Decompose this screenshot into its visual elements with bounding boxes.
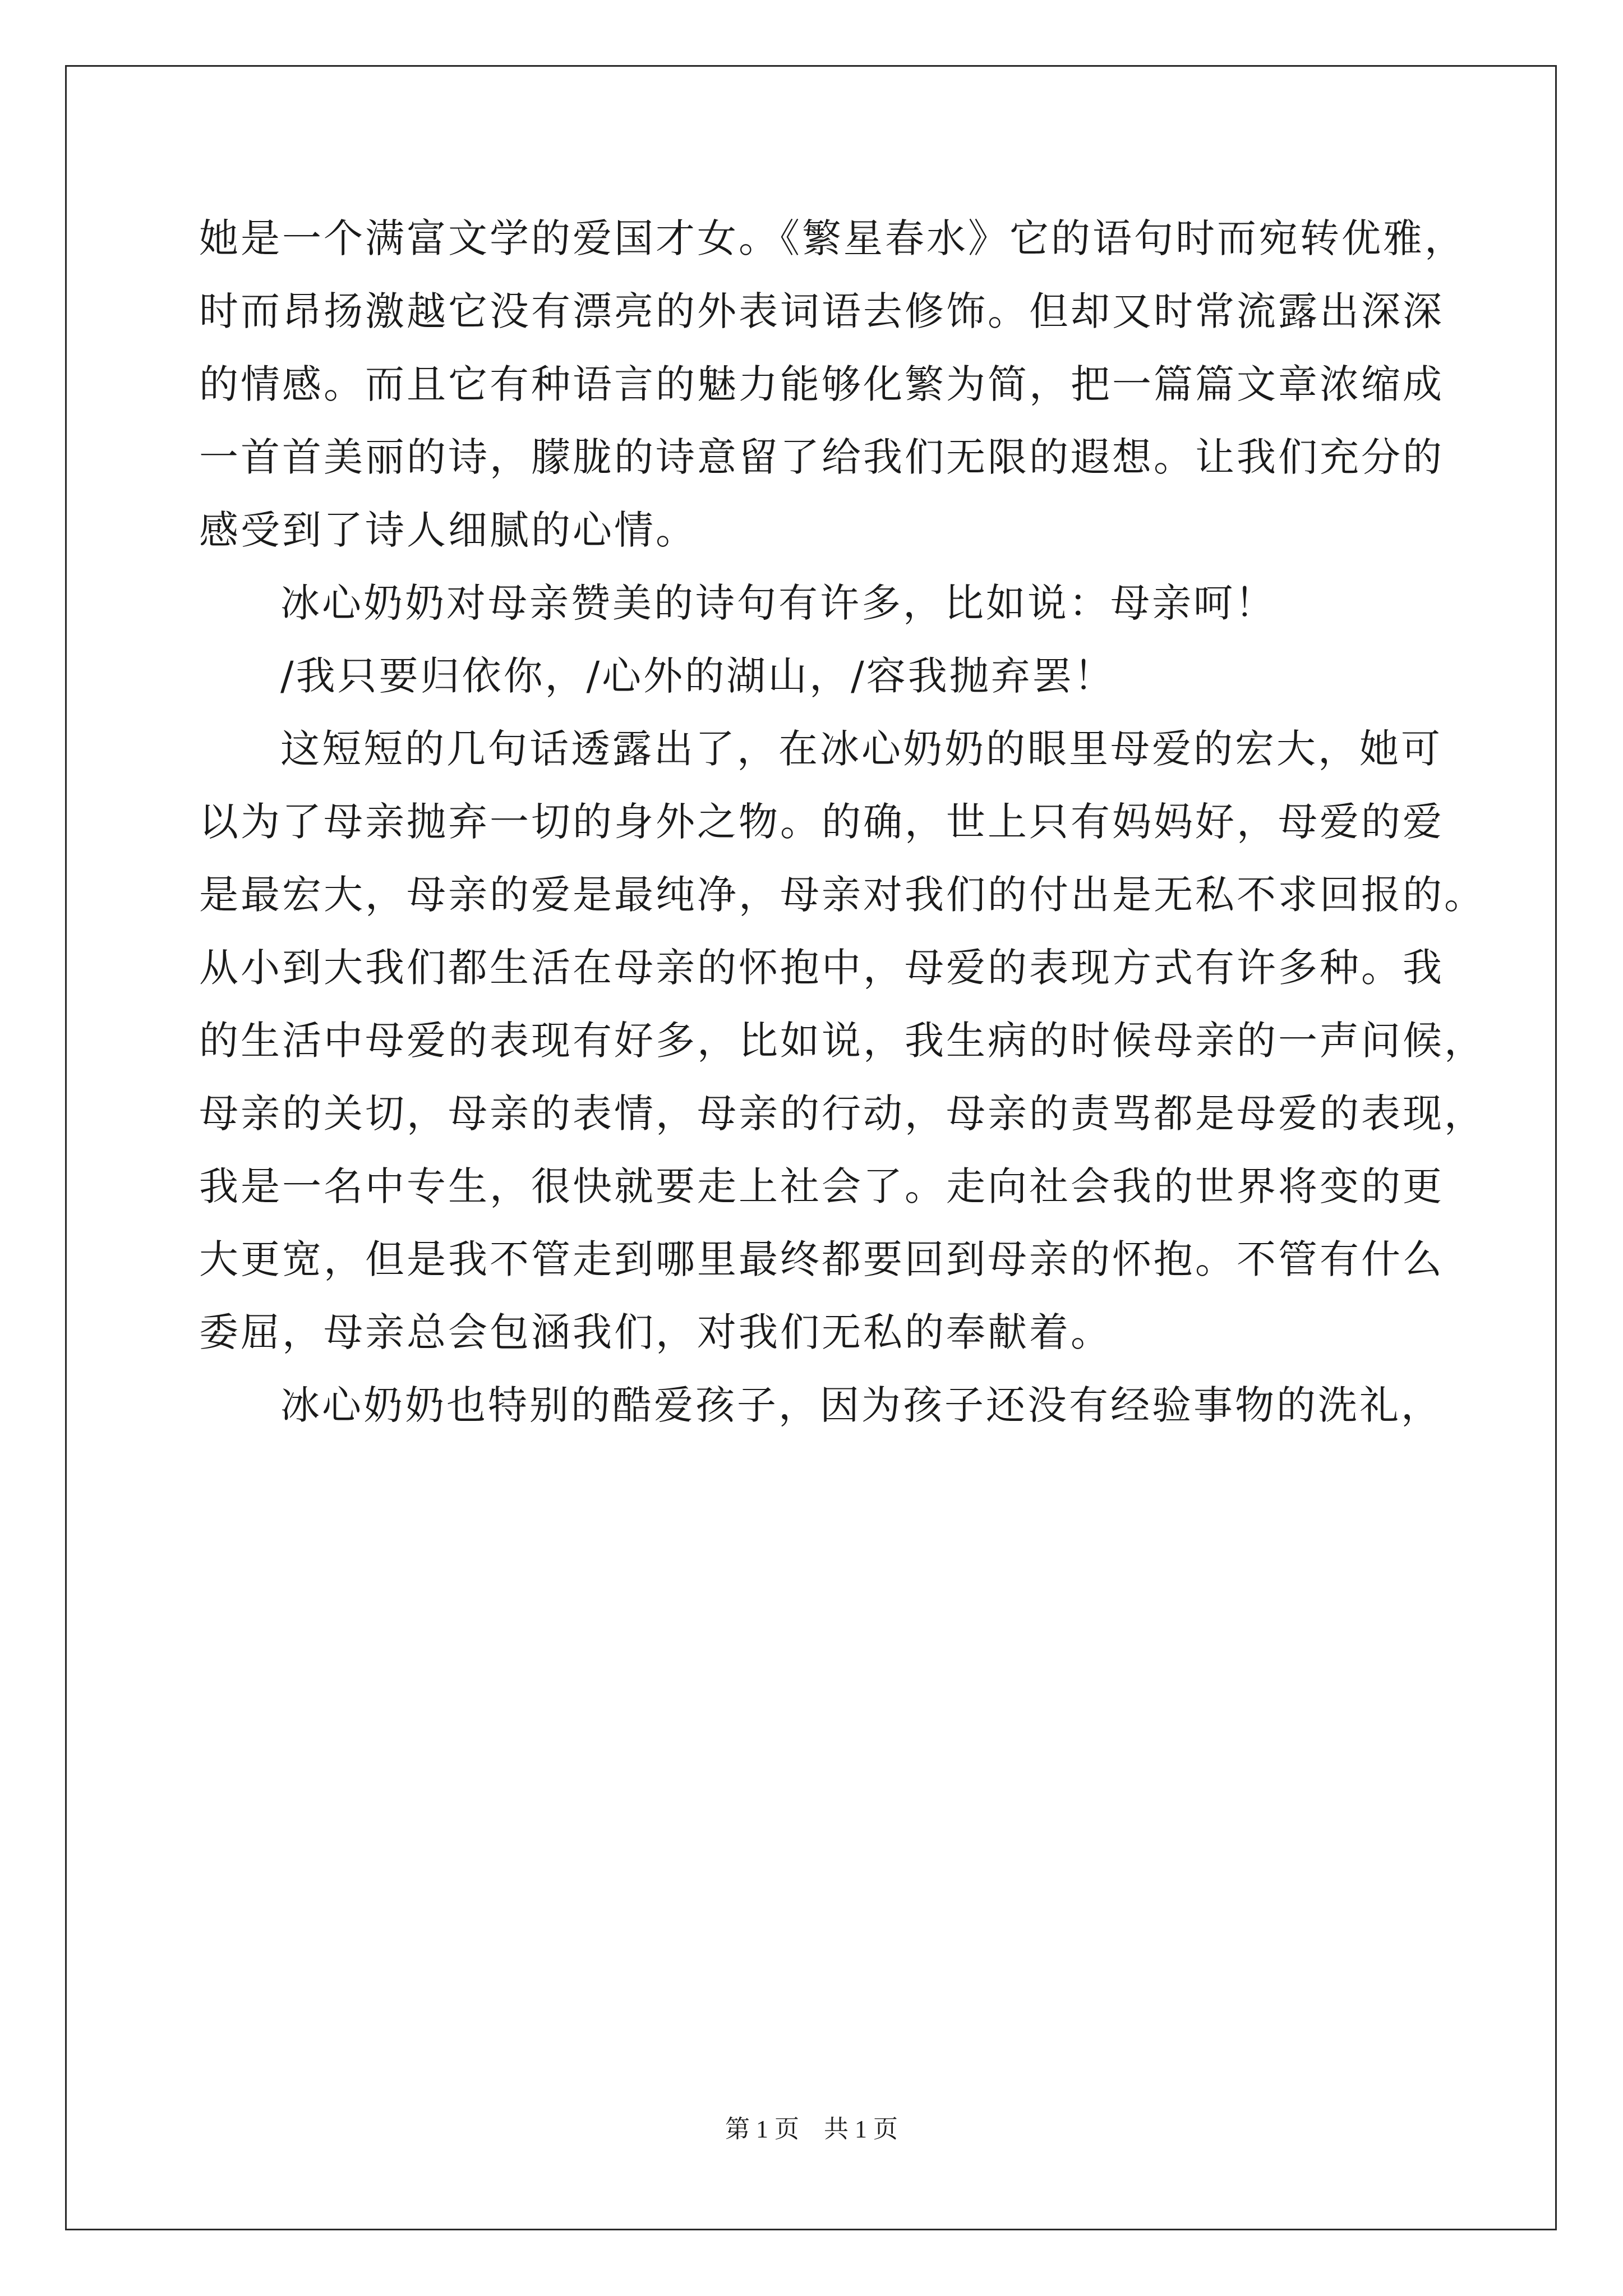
- body-text-line: 的情感。而且它有种语言的魅力能够化繁为简，把一篇篇文章浓缩成: [199, 361, 1444, 407]
- body-text-line: 从小到大我们都生活在母亲的怀抱中，母爱的表现方式有许多种。我: [199, 945, 1444, 991]
- body-text-line: 时而昂扬激越它没有漂亮的外表词语去修饰。但却又时常流露出深深: [199, 288, 1444, 334]
- body-text-line: 感受到了诗人细腻的心情。: [199, 507, 697, 553]
- body-text-line: 我是一名中专生，很快就要走上社会了。走向社会我的世界将变的更: [199, 1163, 1444, 1209]
- body-text-line: 是最宏大，母亲的爱是最纯净，母亲对我们的付出是无私不求回报的。: [199, 872, 1486, 918]
- body-text-line: 以为了母亲抛弃一切的身外之物。的确，世上只有妈妈好，母爱的爱: [199, 799, 1444, 845]
- body-text-line: 冰心奶奶对母亲赞美的诗句有许多，比如说：母亲呵！: [280, 580, 1276, 626]
- body-text-line: 冰心奶奶也特别的酷爱孩子，因为孩子还没有经验事物的洗礼，: [280, 1382, 1442, 1428]
- body-text-line: 这短短的几句话透露出了，在冰心奶奶的眼里母爱的宏大，她可: [280, 726, 1442, 772]
- body-text-line: 的生活中母爱的表现有好多，比如说，我生病的时候母亲的一声问候，: [199, 1018, 1486, 1064]
- body-text-line: /我只要归依你，/心外的湖山，/容我抛弃罢！: [280, 653, 1115, 699]
- page-number-footer: 第 1 页 共 1 页: [725, 2115, 898, 2143]
- body-text-line: 一首首美丽的诗，朦胧的诗意留了给我们无限的遐想。让我们充分的: [199, 434, 1444, 480]
- body-text-line: 大更宽，但是我不管走到哪里最终都要回到母亲的怀抱。不管有什么: [199, 1236, 1444, 1282]
- body-text-line: 母亲的关切，母亲的表情，母亲的行动，母亲的责骂都是母爱的表现，: [199, 1091, 1486, 1137]
- body-text-line: 她是一个满富文学的爱国才女。《繁星春水》它的语句时而宛转优雅，: [199, 215, 1466, 261]
- body-text-line: 委屈，母亲总会包涵我们，对我们无私的奉献着。: [199, 1309, 1112, 1355]
